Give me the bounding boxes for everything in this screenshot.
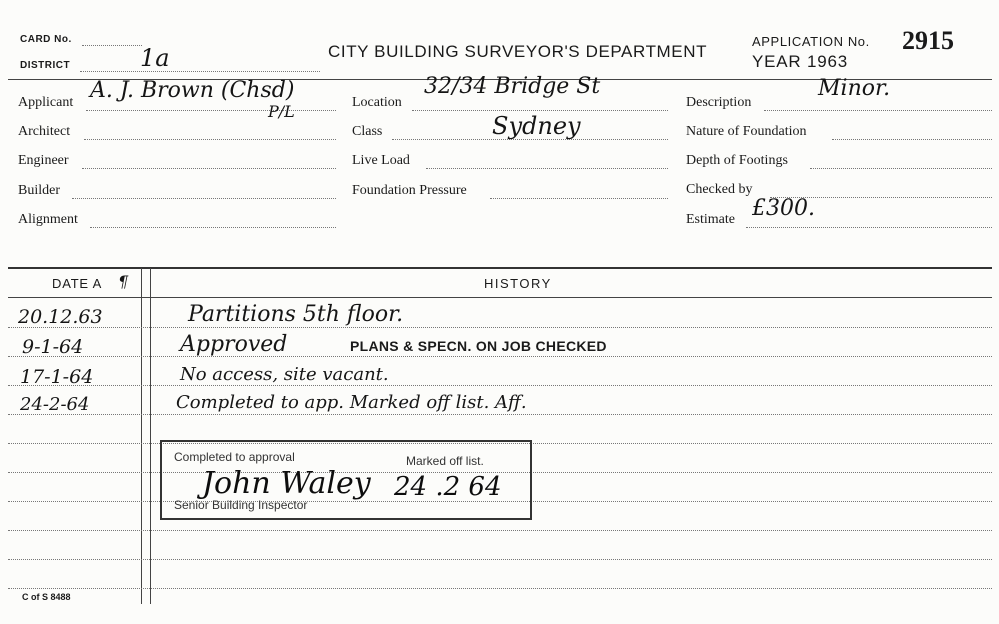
applicant-label: Applicant: [18, 95, 74, 110]
estimate-value: £300.: [752, 196, 815, 221]
history-entry: Approved: [180, 332, 288, 357]
engineer-line: [82, 168, 336, 169]
architect-label: Architect: [18, 124, 71, 139]
history-stamp: PLANS & SPECN. ON JOB CHECKED: [350, 338, 607, 354]
completion-stamp: [160, 440, 532, 520]
location-label: Location: [352, 95, 402, 110]
location-line: [412, 110, 668, 111]
alignment-line: [90, 227, 336, 228]
live-load-label: Live Load: [352, 153, 410, 168]
history-top-rule: [8, 267, 992, 269]
ruled-line: [8, 530, 992, 531]
description-value: Minor.: [818, 76, 891, 101]
year-label: YEAR 1963: [752, 52, 849, 71]
ruled-line: [8, 327, 992, 328]
history-header: HISTORY: [484, 276, 552, 291]
depth-line: [810, 168, 992, 169]
ruled-line: [8, 385, 992, 386]
history-header-rule: [8, 297, 992, 298]
date-column-divider: [141, 268, 142, 604]
district-value: 1a: [140, 44, 170, 72]
stamp-title-text: Senior Building Inspector: [174, 498, 308, 512]
history-entry: No access, site vacant.: [180, 364, 389, 385]
live-load-line: [426, 168, 668, 169]
nature-line: [832, 139, 992, 140]
architect-line: [84, 139, 336, 140]
date-header-mark: ¶: [118, 272, 129, 291]
ruled-line: [8, 356, 992, 357]
history-entry: Completed to app. Marked off list. Aff.: [176, 392, 527, 413]
class-label: Class: [352, 124, 383, 139]
estimate-line: [746, 227, 992, 228]
description-line: [764, 110, 992, 111]
form-code: C of S 8488: [22, 592, 71, 602]
applicant-suffix: P/L: [268, 102, 295, 121]
engineer-label: Engineer: [18, 153, 69, 168]
district-label: DISTRICT: [20, 60, 71, 71]
applicant-value: A. J. Brown (Chsd): [90, 78, 295, 103]
stamp-completed-text: Completed to approval: [174, 450, 295, 464]
checked-by-label: Checked by: [686, 182, 753, 197]
application-number: 2915: [902, 26, 954, 55]
card-no-line: [82, 45, 142, 46]
description-label: Description: [686, 95, 752, 110]
application-label: APPLICATION No.: [752, 34, 870, 49]
applicant-line: [86, 110, 336, 111]
alignment-label: Alignment: [18, 212, 78, 227]
stamp-marked-text: Marked off list.: [406, 454, 484, 468]
history-entry: Partitions 5th floor.: [188, 302, 404, 327]
date-header: DATE A: [52, 276, 103, 291]
estimate-label: Estimate: [686, 212, 735, 227]
builder-line: [72, 198, 336, 199]
builder-label: Builder: [18, 183, 60, 198]
foundation-pressure-line: [490, 198, 668, 199]
history-date: 24-2-64: [20, 394, 90, 415]
district-line: [80, 71, 320, 72]
location-value: 32/34 Bridge St: [424, 74, 601, 99]
history-date: 20.12.63: [18, 306, 103, 328]
ruled-line: [8, 588, 992, 589]
ruled-line: [8, 559, 992, 560]
history-date: 9-1-64: [22, 336, 84, 358]
department-title: CITY BUILDING SURVEYOR'S DEPARTMENT: [328, 42, 708, 61]
history-column-divider: [150, 268, 151, 604]
nature-of-foundation-label: Nature of Foundation: [686, 124, 807, 139]
foundation-pressure-label: Foundation Pressure: [352, 183, 467, 198]
inspector-signature: John Waley: [202, 466, 371, 501]
ruled-line: [8, 414, 992, 415]
depth-of-footings-label: Depth of Footings: [686, 153, 788, 168]
card-no-label: CARD No.: [20, 34, 72, 45]
history-date: 17-1-64: [20, 366, 94, 388]
class-value: Sydney: [492, 112, 581, 140]
stamp-date: 24 .2 64: [394, 472, 502, 502]
